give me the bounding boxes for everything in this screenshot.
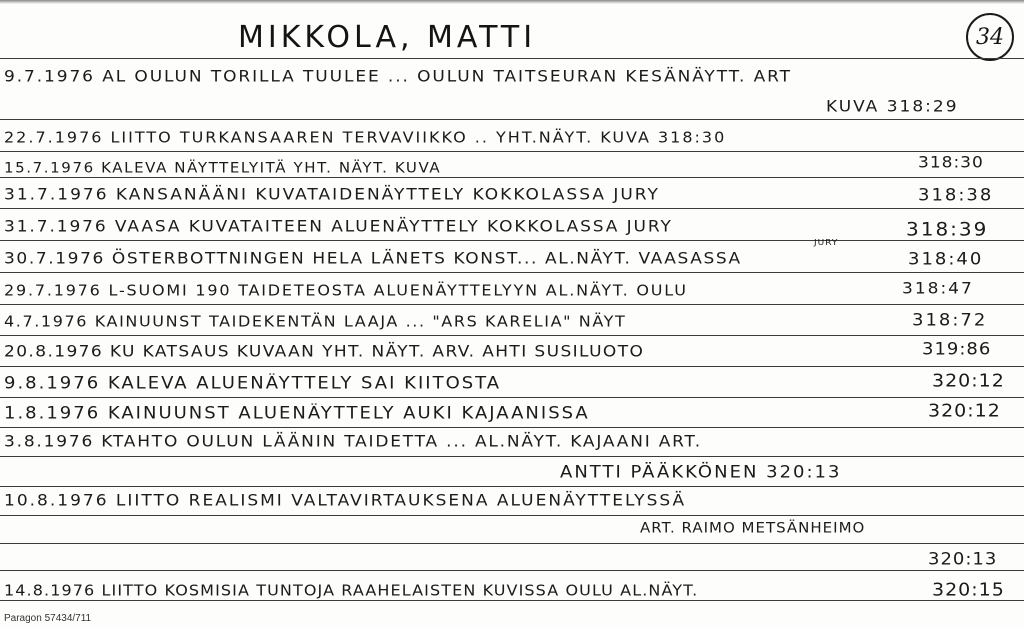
ruled-line (0, 119, 1024, 120)
ruled-line (0, 600, 1024, 601)
card-number-circle (966, 13, 1014, 61)
entry-text: 20.8.1976 KU KATSAUS KUVAAN YHT. NÄYT. ARV. AHTI SUSILUOTO (4, 342, 645, 361)
entry-reference: KUVA 318:29 (826, 97, 959, 116)
entry-text: 9.7.1976 AL OULUN TORILLA TUULEE ... OULUN TAITSEURAN KESÄNÄYTT. ART (4, 67, 792, 86)
ruled-line (0, 456, 1024, 457)
entry-reference: 318:47 (902, 279, 974, 298)
entry-text: 14.8.1976 LIITTO KOSMISIA TUNTOJA RAAHELAISTEN KUVISSA OULU AL.NÄYT. (4, 581, 699, 599)
ruled-line (0, 208, 1024, 209)
ruled-line (0, 151, 1024, 152)
entry-reference: 318:30 (918, 153, 984, 172)
entry-text: 31.7.1976 KANSANÄÄNI KUVATAIDENÄYTTELY KOKKOLASSA JURY (4, 185, 660, 204)
entry-reference: 318:39 (906, 217, 989, 240)
entry-text: 9.8.1976 KALEVA ALUENÄYTTELY SAI KIITOSTA (4, 373, 502, 393)
ruled-line (0, 304, 1024, 305)
entry-continuation: ANTTI PÄÄKKÖNEN 320:13 (560, 462, 842, 482)
entry-reference: 318:38 (918, 185, 994, 205)
entry-reference: 320:12 (928, 400, 1001, 421)
ruled-line (0, 177, 1024, 178)
printer-imprint: Paragon 57434/711 (4, 613, 92, 624)
entry-text: 3.8.1976 KTAHTO OULUN LÄÄNIN TAIDETTA ... AL.NÄYT. KAJAANI ART. (4, 432, 702, 451)
entry-text: 29.7.1976 L-SUOMI 190 TAIDETEOSTA ALUENÄYTTELYYN AL.NÄYT. OULU (4, 281, 688, 299)
card-top-edge (0, 0, 1024, 4)
entry-text: 22.7.1976 LIITTO TURKANSAAREN TERVAVIIKKO .. YHT.NÄYT. KUVA 318:30 (4, 128, 727, 146)
entry-text: 10.8.1976 LIITTO REALISMI VALTAVIRTAUKSENA ALUENÄYTTELYSSÄ (4, 491, 687, 510)
ruled-line (0, 486, 1024, 487)
ruled-line (0, 272, 1024, 273)
entry-text: 30.7.1976 ÖSTERBOTTNINGEN HELA LÄNETS KONST... AL.NÄYT. VAASASSA (4, 249, 742, 268)
entry-text: 1.8.1976 KAINUUNST ALUENÄYTTELY AUKI KAJAANISSA (4, 403, 590, 423)
ruled-line (0, 397, 1024, 398)
entry-reference: 318:72 (912, 310, 988, 330)
entry-note: JURY (814, 238, 839, 248)
ruled-line (0, 543, 1024, 544)
entry-continuation: ART. RAIMO METSÄNHEIMO (640, 519, 866, 536)
ruled-line (0, 58, 1024, 59)
ruled-line (0, 240, 1024, 241)
entry-reference: 320:15 (932, 579, 1005, 600)
entry-reference: 320:13 (928, 549, 998, 569)
ruled-line (0, 366, 1024, 367)
card-number: 34 (976, 24, 1004, 50)
entry-reference: 320:12 (932, 370, 1005, 391)
entry-text: 31.7.1976 VAASA KUVATAITEEN ALUENÄYTTELY KOKKOLASSA JURY (4, 217, 673, 236)
entry-text: 15.7.1976 KALEVA NÄYTTELYITÄ YHT. NÄYT. KUVA (4, 159, 442, 176)
ruled-line (0, 515, 1024, 516)
entry-text: 4.7.1976 KAINUUNST TAIDEKENTÄN LAAJA ... "ARS KARELIA" NÄYT (4, 312, 627, 330)
ruled-line (0, 570, 1024, 571)
card-name: MIKKOLA, MATTI (238, 20, 537, 55)
entry-reference: 318:40 (908, 249, 984, 269)
ruled-line (0, 427, 1024, 428)
ruled-line (0, 335, 1024, 336)
entry-reference: 319:86 (922, 339, 992, 359)
